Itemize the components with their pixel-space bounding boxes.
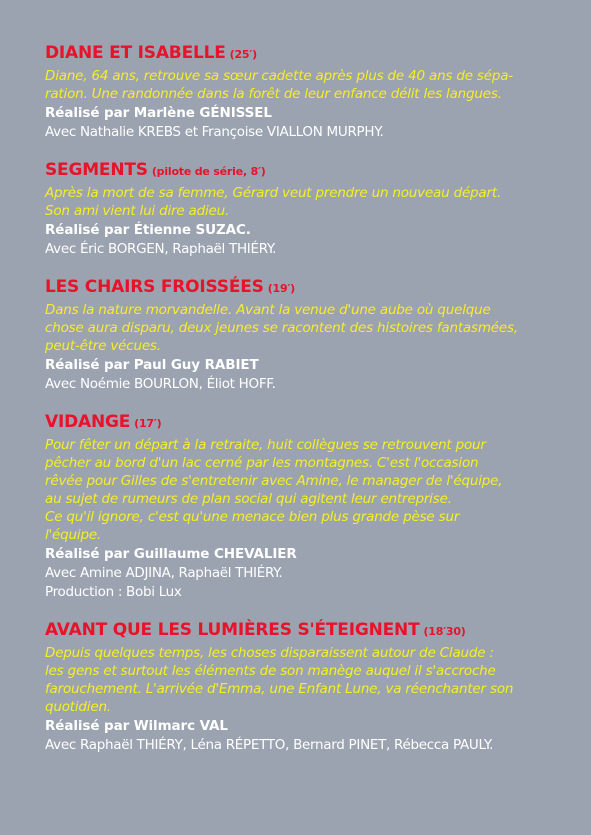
film-synopsis: Diane, 64 ans, retrouve sa sœur cadette après plus de 40 ans de sépa- ration. Une randonnée dans la forêt de leur enfance délit les langues. bbox=[45, 68, 513, 102]
film-director: Réalisé par Étienne SUZAC. bbox=[45, 222, 251, 238]
film-title-text: SEGMENTS bbox=[45, 160, 148, 180]
film-production: Production : Bobi Lux bbox=[45, 584, 182, 600]
film-synopsis: Dans la nature morvandelle. Avant la venue d'une aube où quelque chose aura disparu, deux jeunes se racontent des histoires fantasmées, peut-être vécues. bbox=[45, 302, 518, 354]
film-cast: Avec Raphaël THIÉRY, Léna RÉPETTO, Bernard PINET, Rébecca PAULY. bbox=[45, 737, 494, 753]
program-page bbox=[45, 42, 565, 772]
film-synopsis: Pour fêter un départ à la retraite, huit collègues se retrouvent pour pêcher au bord d'un lac cerné par les montagnes. C'est l'occasion rêvée pour Gilles de s'entretenir avec Amine, le manager de l'équipe, au sujet de rumeurs de plan social qui agitent leur entreprise. Ce qu'il ignore, c'est qu'une menace bien plus grande pèse sur l'équipe. bbox=[45, 437, 503, 543]
film-duration: (17′) bbox=[134, 417, 162, 430]
film-director: Réalisé par Paul Guy RABIET bbox=[45, 357, 259, 373]
film-entry-segments bbox=[45, 159, 565, 259]
film-entry-avant-que-les-lumieres bbox=[45, 619, 565, 755]
film-cast: Avec Éric BORGEN, Raphaël THIÉRY. bbox=[45, 241, 277, 257]
film-duration: (19′) bbox=[267, 282, 295, 295]
film-title-text: AVANT QUE LES LUMIÈRES S'ÉTEIGNENT bbox=[45, 620, 420, 640]
film-director: Réalisé par Guillaume CHEVALIER bbox=[45, 546, 297, 562]
film-title bbox=[45, 159, 565, 183]
film-title bbox=[45, 411, 565, 435]
film-title bbox=[45, 619, 565, 643]
film-synopsis: Après la mort de sa femme, Gérard veut prendre un nouveau départ. Son ami vient lui dire adieu. bbox=[45, 185, 502, 219]
film-cast: Avec Noémie BOURLON, Éliot HOFF. bbox=[45, 376, 276, 392]
film-entry-diane-et-isabelle bbox=[45, 42, 565, 142]
film-entry-vidange bbox=[45, 411, 565, 602]
film-entry-les-chairs-froissees bbox=[45, 276, 565, 394]
film-cast: Avec Nathalie KREBS et Françoise VIALLON MURPHY. bbox=[45, 124, 384, 140]
film-director: Réalisé par Marlène GÉNISSEL bbox=[45, 105, 272, 121]
film-duration: (18′30) bbox=[423, 625, 466, 638]
film-title-text: DIANE ET ISABELLE bbox=[45, 43, 226, 63]
film-duration: (pilote de série, 8′) bbox=[151, 165, 266, 178]
film-title-text: VIDANGE bbox=[45, 412, 131, 432]
film-cast: Avec Amine ADJINA, Raphaël THIÉRY. bbox=[45, 565, 283, 581]
film-synopsis: Depuis quelques temps, les choses disparaissent autour de Claude : les gens et surtout les éléments de son manège auquel il s'accroche farouchement. L'arrivée d'Emma, une Enfant Lune, va réenchanter son quotidien. bbox=[45, 645, 514, 715]
film-title-text: LES CHAIRS FROISSÉES bbox=[45, 277, 264, 297]
film-title bbox=[45, 276, 565, 300]
film-title bbox=[45, 42, 565, 66]
film-director: Réalisé par Wilmarc VAL bbox=[45, 718, 228, 734]
film-duration: (25′) bbox=[229, 48, 257, 61]
